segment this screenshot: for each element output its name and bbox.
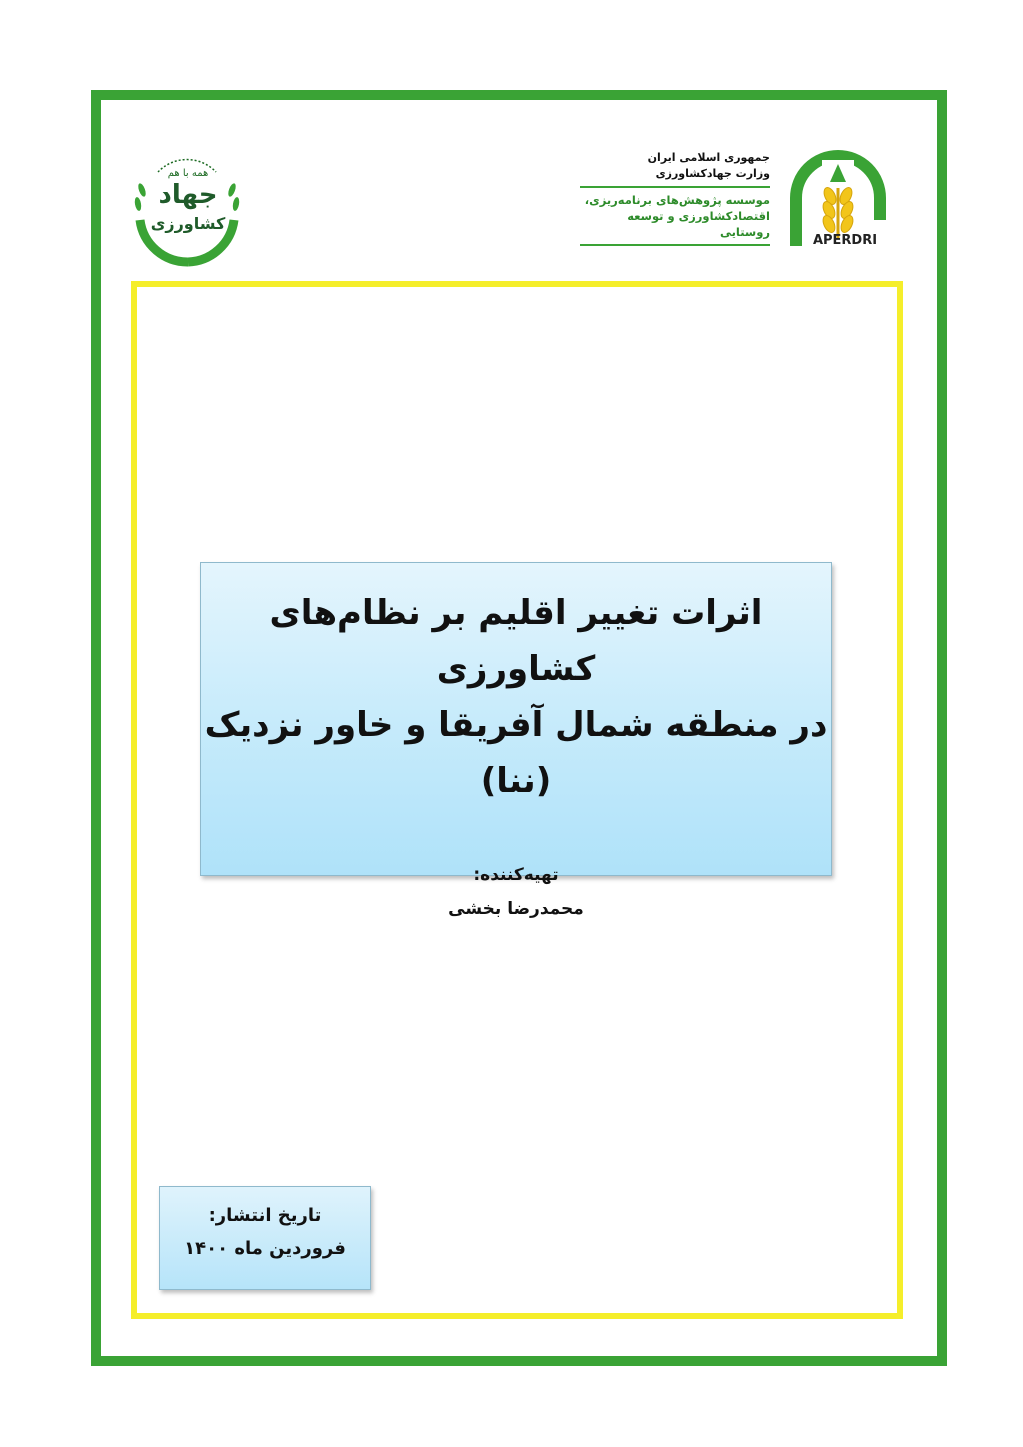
title-box — [200, 562, 832, 919]
ministry-name: وزارت جهادکشاورزی — [655, 167, 770, 180]
jahad-slogan: همه با هم — [167, 168, 209, 179]
author-name: محمدرضا بخشی — [448, 899, 584, 919]
title-line-1: اثرات تغییر اقلیم بر نظام‌های کشاورزی — [269, 593, 763, 689]
header-divider-bottom — [580, 244, 770, 246]
title-line-2: در منطقه شمال آفریقا و خاور نزدیک (ننا) — [204, 705, 828, 801]
institute-line-2: اقتصادکشاورزی و توسعه روستایی — [627, 209, 770, 239]
publication-date-label: تاریخ انتشار: — [208, 1205, 322, 1226]
header-divider — [580, 186, 770, 188]
ministry-header — [580, 150, 770, 250]
publication-date-value: فروردین ماه ۱۴۰۰ — [184, 1238, 346, 1259]
publication-date-box — [159, 1186, 371, 1290]
country-name: جمهوری اسلامی ایران — [647, 151, 770, 164]
institute-line-1: موسسه پژوهش‌های برنامه‌ریزی، — [584, 193, 770, 207]
jahad-name: جهاد — [158, 180, 218, 210]
author-label: تهیه‌کننده: — [473, 865, 559, 885]
aperdri-acronym: APERDRI — [812, 233, 878, 248]
keshavarzi-name: کشاورزی — [150, 214, 226, 233]
